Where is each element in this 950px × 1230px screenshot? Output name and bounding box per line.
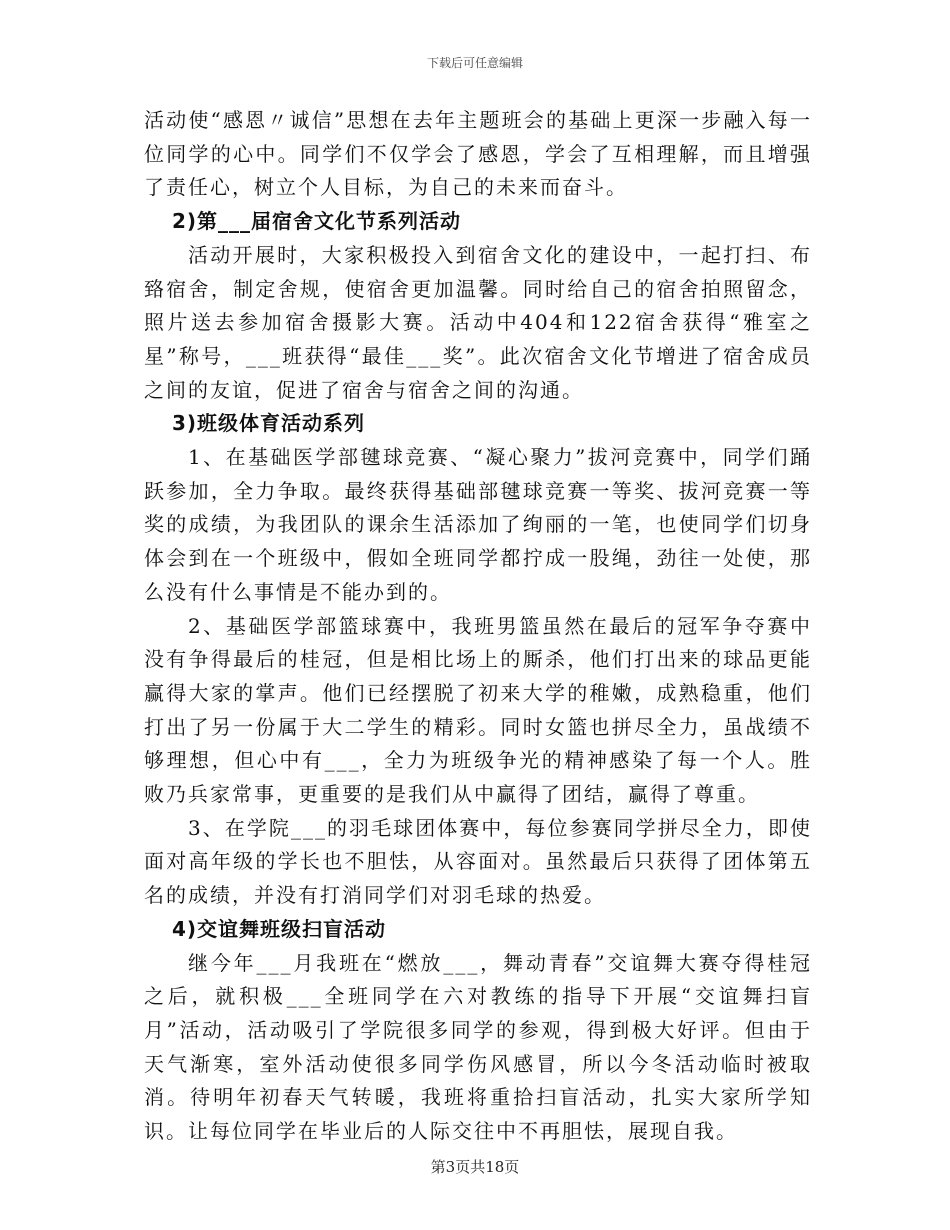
page-header: 下载后可任意编辑 — [426, 56, 523, 70]
paragraph-sports-3: 3、在学院___的羽毛球团体赛中，每位参赛同学拼尽全力，即使面对高年级的学长也不胆怯，从容面对。虽然最后只获得了团体第五名的成绩，并没有打消同学们对羽毛球的热爱。 — [144, 815, 812, 908]
paragraph-sports-2: 2、基础医学部篮球赛中，我班男篮虽然在最后的冠军争夺赛中没有争得最后的桂冠，但是相比场上的厮杀，他们打出来的球品更能赢得大家的掌声。他们已经摆脱了初来大学的稚嫩，成熟稳重，他们打出了另一份属于大二学生的精彩。同时女篮也拼尽全力，虽战绩不够理想，但心中有___，全力为班级争光的精神感染了每一个人。胜败乃兵家常事，更重要的是我们从中赢得了团结，赢得了尊重。 — [144, 613, 812, 807]
paragraph-sports-1: 1、在基础医学部毽球竞赛、“凝心聚力”拔河竞赛中，同学们踊跃参加，全力争取。最终获得基础部毽球竞赛一等奖、拔河竞赛一等奖的成绩，为我团队的课余生活添加了绚丽的一笔，也使同学们切身体会到在一个班级中，假如全班同学都拧成一股绳，劲往一处使，那么没有什么事情是不能办到的。 — [144, 445, 812, 604]
paragraph-dance: 继今年___月我班在“燃放___，舞动青春”交谊舞大赛夺得桂冠之后，就积极___全班同学在六对教练的指导下开展“交谊舞扫盲月”活动，活动吸引了学院很多同学的参观，得到极大好评。但由于天气渐寒，室外活动使很多同学伤风感冒，所以今冬活动临时被取消。待明年初春天气转暖，我班将重拾扫盲活动，扎实大家所学知识。让每位同学在毕业后的人际交往中不再胆怯，展现自我。 — [144, 950, 812, 1144]
page-footer: 第3页共18页 — [430, 1158, 520, 1176]
section-heading-sports: 3)班级体育活动系列 — [172, 411, 366, 436]
paragraph-intro: 活动使“感恩〃诚信”思想在去年主题班会的基础上更深一步融入每一位同学的心中。同学们不仅学会了感恩，学会了互相理解，而且增强了责任心，树立个人目标，为自己的未来而奋斗。 — [144, 108, 812, 200]
section-heading-dance: 4)交谊舞班级扫盲活动 — [172, 916, 387, 941]
document-body — [144, 104, 812, 1149]
section-heading-dorm-culture: 2)第___届宿舍文化节系列活动 — [172, 209, 462, 234]
paragraph-dorm-culture: 活动开展时，大家积极投入到宿舍文化的建设中，一起打扫、布臵宿舍，制定舍规，使宿舍更加温馨。同时给自己的宿舍拍照留念，照片送去参加宿舍摄影大赛。活动中404和122宿舍获得“雅室之星”称号，___班获得“最佳___奖”。此次宿舍文化节增进了宿舍成员之间的友谊，促进了宿舍与宿舍之间的沟通。 — [144, 242, 812, 402]
